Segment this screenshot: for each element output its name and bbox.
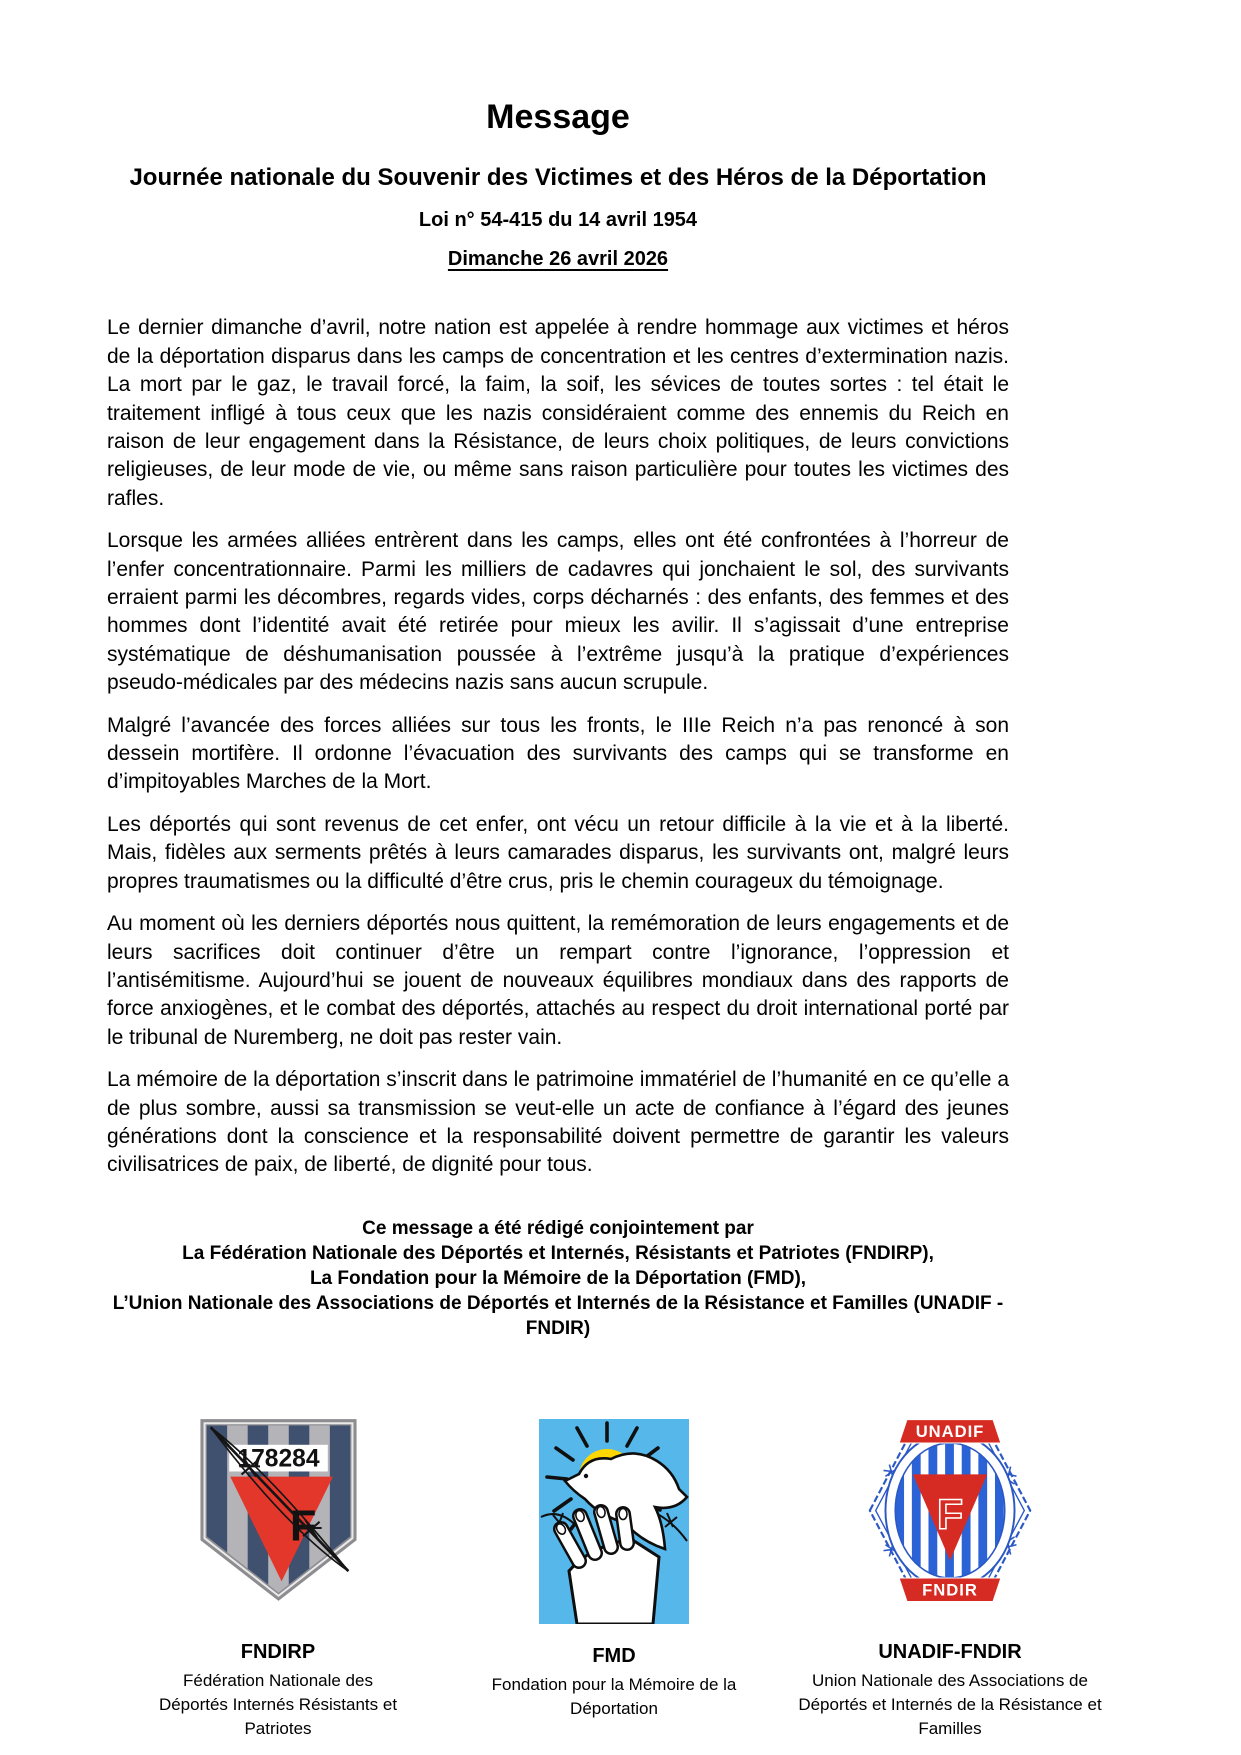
joint-signature-block [107,1216,1009,1341]
unadif-banner-top-label: UNADIF [915,1421,985,1441]
fmd-caption [454,1643,774,1721]
paragraph-1: Le dernier dimanche d’avril, notre nation est appelée à rendre hommage aux victimes et héros de la déportation disparus dans les camps de concentration et les centres d’extermination nazis. La mort par le gaz, le travail forcé, la faim, la soif, les sévices de toutes sortes : tel était le traitement infligé à tous ceux que les nazis considéraient comme des ennemis du Reich en raison de leur engagement dans la Résistance, de leurs choix politiques, de leurs convictions religieuses, de leur mode de vie, ou même sans raison particulière pour toutes les victimes des rafles. [107,316,1009,510]
prisoner-number-label: 178284 [236,1445,320,1473]
subtitle: Journée nationale du Souvenir des Victimes et des Héros de la Déportation [129,164,987,191]
fndirp-triangle-letter: F [289,1502,316,1551]
law-reference-line: Loi n° 54-415 du 14 avril 1954 [418,209,698,232]
unadif-column [782,1415,1118,1741]
paragraph-6: La mémoire de la déportation s’inscrit dans le patrimoine immatériel de l’humanité en ce qu’elle a de plus sombre, aussi sa transmission se veut-elle un acte de confiance à l’égard des jeunes générations dont la conscience et la responsabilité doivent permettre de garantir les valeurs civilisatrices de paix, de liberté, de dignité pour tous. [107,1068,1009,1177]
joint-line-2: La Fédération Nationale des Déportés et Internés, Résistants et Patriotes (FNDIRP), [182,1242,934,1264]
fmd-column [446,1415,782,1721]
page-title: Message [486,98,630,136]
message-body [107,314,1009,1179]
joint-line-3: La Fondation pour la Mémoire de la Déportation (FMD), [309,1267,807,1289]
fndirp-caption [148,1639,408,1741]
fndirp-column [110,1415,446,1741]
unadif-hexagon-icon [862,1415,1038,1607]
joint-line-1: Ce message a été rédigé conjointement par [362,1217,754,1239]
fndirp-logo [196,1415,361,1631]
paragraph-2: Lorsque les armées alliées entrèrent dans les camps, elles ont été confrontées à l’horreur de l’enfer concentrationnaire. Parmi les milliers de cadavres qui jonchaient le sol, des survivants erraient parmi les décombres, regards vides, corps décharnés : des enfants, des femmes et des hommes dont l’identité avait été retirée pour mieux les avilir. Il s’agissait d’une entreprise systématique de déshumanisation poussée à l’extrême jusqu’à la pratique d’expériences pseudo-médicales par des médecins nazis sans aucun scrupule. [107,529,1009,695]
paragraph-5: Au moment où les derniers déportés nous quittent, la remémoration de leurs engagements et de leurs sacrifices doit continuer d’être un rempart contre l’ignorance, l’oppression et l’antisémitisme. Aujourd’hui se jouent de nouveaux équilibres mondiaux dans des rapports de force anxiogènes, et le combat des déportés, attachés au respect du droit international porté par le tribunal de Nuremberg, ne doit pas rester vain. [107,912,1009,1049]
paragraph-3: Malgré l’avancée des forces alliées sur tous les fronts, le IIIe Reich n’a pas renoncé à son dessein mortifère. Il ordonne l’évacuation des survivants des camps qui se transforme en d’impitoyables Marches de la Mort. [107,713,1009,794]
fmd-dove-icon [539,1419,689,1624]
fndirp-description: Fédération Nationale des Déportés Internés Résistants et Patriotes [158,1670,398,1738]
unadif-caption [795,1639,1105,1741]
logos-row [0,1415,1241,1741]
fndirp-acronym: FNDIRP [240,1640,316,1663]
unadif-triangle-letter: F [936,1490,964,1539]
unadif-banner-bottom-label: FNDIR [922,1580,978,1600]
fmd-acronym: FMD [592,1644,636,1667]
unadif-logo [862,1415,1038,1631]
fmd-logo [539,1415,689,1635]
paragraph-4: Les déportés qui sont revenus de cet enfer, ont vécu un retour difficile à la vie et à la liberté. Mais, fidèles aux serments prêtés à leurs camarades disparus, les survivants ont, malgré leurs propres traumatismes ou la difficulté d’être crus, pris le chemin courageux du témoignage. [107,812,1009,893]
commemoration-date-line: Dimanche 26 avril 2026 [447,248,669,271]
unadif-description: Union Nationale des Associations de Déportés et Internés de la Résistance et Familles [798,1670,1102,1738]
fndirp-shield-icon [196,1415,361,1605]
joint-line-4: L’Union Nationale des Associations de Déportés et Internés de la Résistance et Familles (UNADIF - FNDIR) [112,1292,1004,1339]
fmd-description: Fondation pour la Mémoire de la Déportation [491,1674,737,1718]
unadif-acronym: UNADIF-FNDIR [878,1640,1022,1663]
